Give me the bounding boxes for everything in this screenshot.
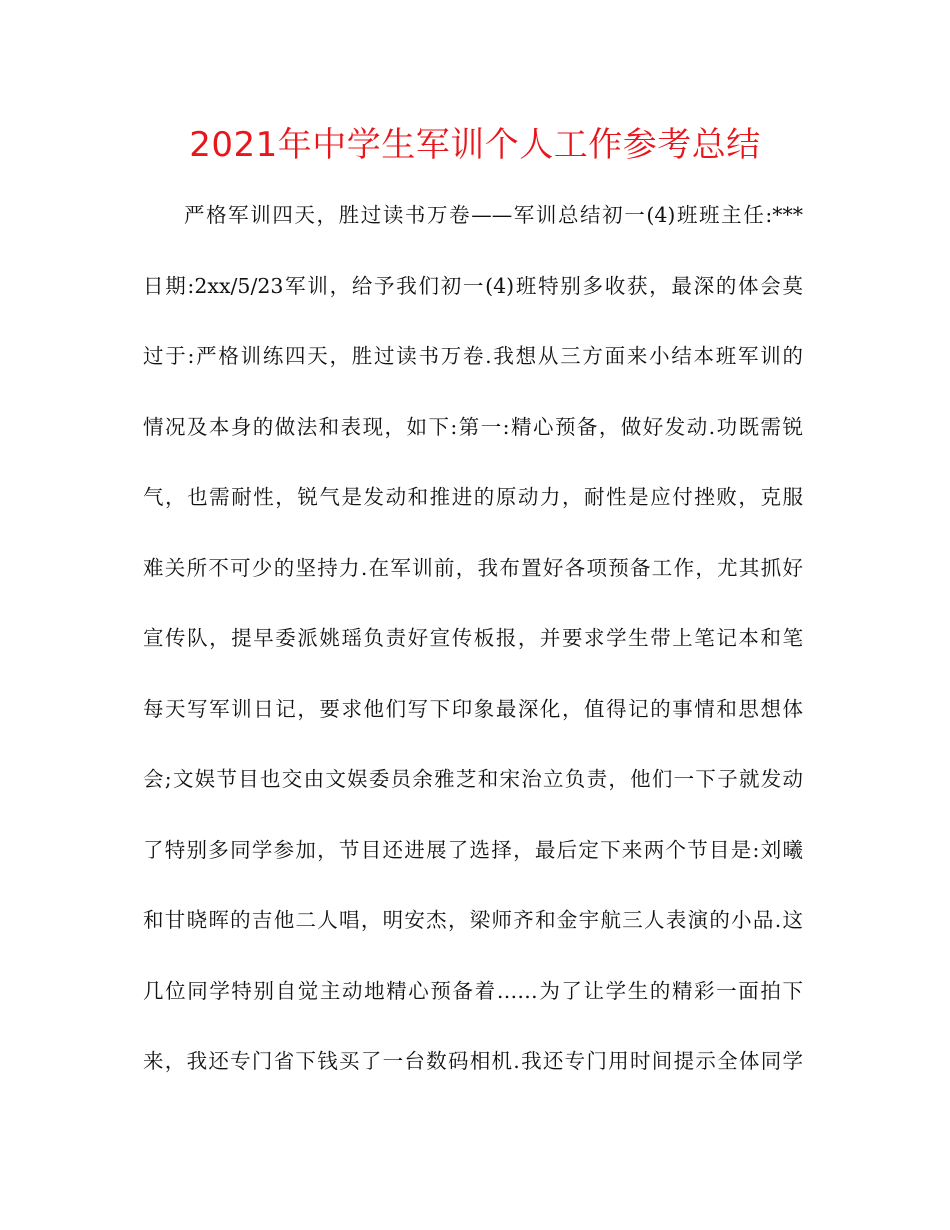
document-body <box>143 180 803 1097</box>
body-line: 情况及本身的做法和表现，如下:第一:精心预备，做好发动.功既需锐 <box>143 414 803 439</box>
document-title: 2021年中学生军训个人工作参考总结 <box>189 125 761 165</box>
body-line: 宣传队，提早委派姚瑶负责好宣传板报，并要求学生带上笔记本和笔 <box>143 626 803 650</box>
body-line: 了特别多同学参加，节目还进展了选择，最后定下来两个节目是:刘曦 <box>143 837 803 862</box>
body-line: 会;文娱节目也交由文娱委员余雅芝和宋治立负责，他们一下子就发动 <box>143 767 803 791</box>
body-line: 每天写军训日记，要求他们写下印象最深化，值得记的事情和思想体 <box>143 696 803 721</box>
body-line: 严格军训四天，胜过读书万卷——军训总结初一(4)班班主任:*** <box>184 203 803 227</box>
body-line: 难关所不可少的坚持力.在军训前，我布置好各项预备工作，尤其抓好 <box>143 555 803 580</box>
body-line: 过于:严格训练四天，胜过读书万卷.我想从三方面来小结本班军训的 <box>143 344 803 368</box>
body-line: 几位同学特别自觉主动地精心预备着……为了让学生的精彩一面拍下 <box>143 978 803 1003</box>
body-line: 和甘晓晖的吉他二人唱，明安杰，梁师齐和金宇航三人表演的小品.这 <box>143 908 803 932</box>
body-line: 日期:2xx/5/23军训，给予我们初一(4)班特别多收获，最深的体会莫 <box>143 273 803 298</box>
body-line: 来，我还专门省下钱买了一台数码相机.我还专门用时间提示全体同学 <box>143 1049 803 1073</box>
body-line: 气，也需耐性，锐气是发动和推进的原动力，耐性是应付挫败，克服 <box>143 485 803 509</box>
